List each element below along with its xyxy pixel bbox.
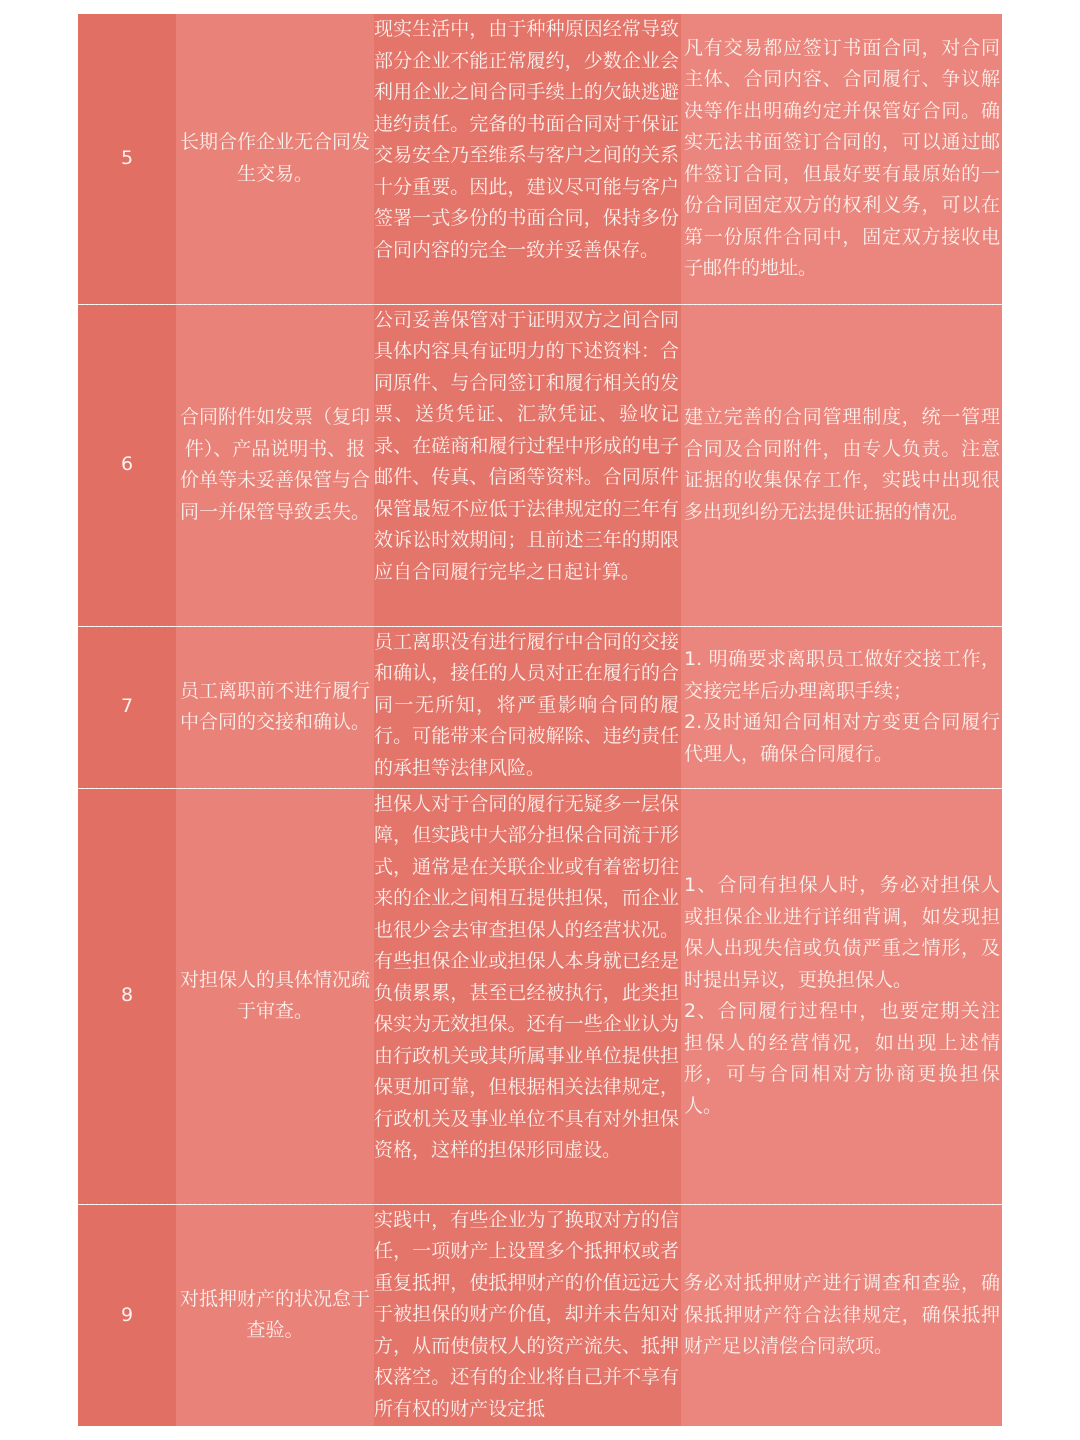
risk-issue: 长期合作企业无合同发生交易。 [176,14,374,304]
row-number: 8 [78,788,176,1204]
countermeasure-text: 建立完善的合同管理制度，统一管理合同及合同附件，由专人负责。注意证据的收集保存工作，实践中出现很多出现纠纷无法提供证据的情况。 [684,406,1000,523]
countermeasure [681,1204,1002,1426]
countermeasure [681,788,1002,1204]
countermeasure [681,304,1002,626]
risk-issue: 对抵押财产的状况怠于查验。 [176,1204,374,1426]
countermeasure [681,14,1002,304]
countermeasure-text: 务必对抵押财产进行调查和查验，确保抵押财产符合法律规定，确保抵押财产足以清偿合同款项。 [684,1272,1000,1357]
risk-analysis: 员工离职没有进行履行中合同的交接和确认，接任的人员对正在履行的合同一无所知，将严重影响合同的履行。可能带来合同被解除、违约责任的承担等法律风险。 [374,626,681,788]
table-row [78,304,1002,626]
countermeasure-text: 凡有交易都应签订书面合同，对合同主体、合同内容、合同履行、争议解决等作出明确约定并保管好合同。确实无法书面签订合同的，可以通过邮件签订合同，但最好要有最原始的一份合同固定双方的权利义务，可以在第一份原件合同中，固定双方接收电子邮件的地址。 [684,36,1000,280]
table-row [78,14,1002,304]
risk-issue: 合同附件如发票（复印件）、产品说明书、报价单等未妥善保管与合同一并保管导致丢失。 [176,304,374,626]
row-number: 7 [78,626,176,788]
risk-analysis: 实践中，有些企业为了换取对方的信任，一项财产上设置多个抵押权或者重复抵押，使抵押财产的价值远远大于被担保的财产价值，却并未告知对方，从而使债权人的资产流失、抵押权落空。还有的企业将自己并不享有所有权的财产设定抵 [374,1204,681,1426]
table-row [78,1204,1002,1426]
row-number: 9 [78,1204,176,1426]
risk-analysis: 担保人对于合同的履行无疑多一层保障，但实践中大部分担保合同流于形式，通常是在关联企业或有着密切往来的企业之间相互提供担保，而企业也很少会去审查担保人的经营状况。有些担保企业或担保人本身就已经是负债累累，甚至已经被执行，此类担保实为无效担保。还有一些企业认为由行政机关或其所属事业单位提供担保更加可靠，但根据相关法律规定，行政机关及事业单位不具有对外担保资格，这样的担保形同虚设。 [374,788,681,1204]
risk-analysis: 现实生活中，由于种种原因经常导致部分企业不能正常履约，少数企业会利用企业之间合同手续上的欠缺逃避违约责任。完备的书面合同对于保证交易安全乃至维系与客户之间的关系十分重要。因此，建议尽可能与客户签署一式多份的书面合同，保持多份合同内容的完全一致并妥善保存。 [374,14,681,304]
countermeasure [681,626,1002,788]
risk-issue: 对担保人的具体情况疏于审查。 [176,788,374,1204]
row-number: 5 [78,14,176,304]
countermeasure-text: 1、合同有担保人时，务必对担保人或担保企业进行详细背调，如发现担保人出现失信或负债严重之情形，及时提出异议，更换担保人。 2、合同履行过程中，也要定期关注担保人的经营情况，如出现上述情形，可与合同相对方协商更换担保人。 [684,874,1000,1117]
contract-risk-table [78,14,1002,1426]
risk-issue: 员工离职前不进行履行中合同的交接和确认。 [176,626,374,788]
table-row [78,626,1002,788]
row-number: 6 [78,304,176,626]
table-row [78,788,1002,1204]
countermeasure-text: 1. 明确要求离职员工做好交接工作，交接完毕后办理离职手续； 2.及时通知合同相对方变更合同履行代理人，确保合同履行。 [684,648,1000,765]
risk-analysis: 公司妥善保管对于证明双方之间合同具体内容具有证明力的下述资料：合同原件、与合同签订和履行相关的发票、送货凭证、汇款凭证、验收记录、在磋商和履行过程中形成的电子邮件、传真、信函等资料。合同原件保管最短不应低于法律规定的三年有效诉讼时效期间；且前述三年的期限应自合同履行完毕之日起计算。 [374,304,681,626]
